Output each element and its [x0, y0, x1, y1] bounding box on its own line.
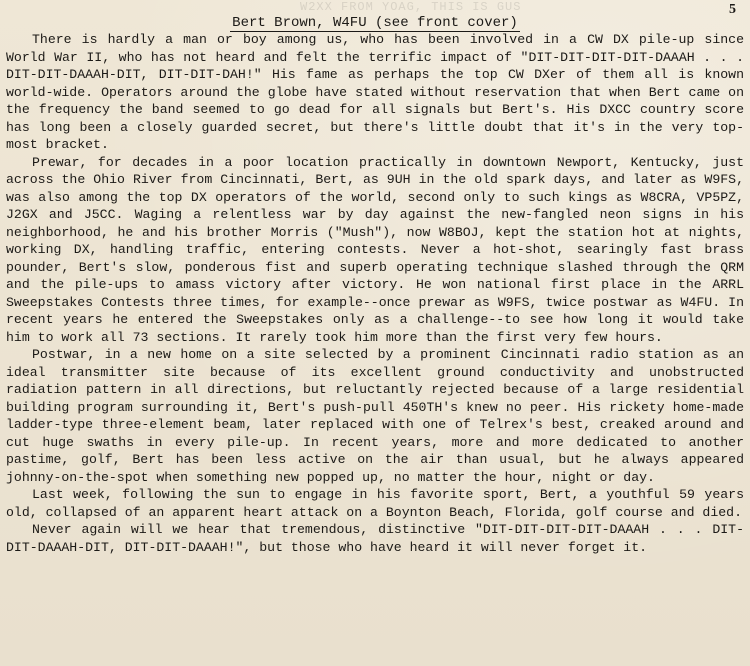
page-number: 5: [729, 2, 736, 17]
article-body: [6, 31, 744, 556]
paragraph-2: Prewar, for decades in a poor location practically in downtown Newport, Kentucky, just across the Ohio River from Cincinnati, Bert, as 9UH in the old spark days, and later as W9FS, was also among the top DX operators of the world, second only to such kings as W8CRA, VP5PZ, J2GX and J5CC. Waging a relentless war by day against the new-fangled neon signs in his neighborhood, he and his brother Morris ("Mush"), now W8BOJ, kept the station hot at nights, working DX, handling traffic, entering contests. Never a hot-shot, searingly fast brass pounder, Bert's slow, ponderous fist and superb operating technique slashed through the QRM and the pile-ups to amass victory after victory. He won national first place in the ARRL Sweepstakes Contests three times, for example--once prewar as W9FS, twice postwar as W4FU. In recent years he entered the Sweepstakes only as a challenge--to see how long it would take him to work all 73 sections. It rarely took him more than the first very few hours.: [6, 154, 744, 345]
paragraph-5: Never again will we hear that tremendous, distinctive "DIT-DIT-DIT-DIT-DAAAH . . . DIT-DIT-DAAAH-DIT, DIT-DIT-DAAAH!", but those who have heard it will never forget it.: [6, 522, 744, 555]
paragraph-3: Postwar, in a new home on a site selected by a prominent Cincinnati radio station as an ideal transmitter site because of its excellent ground conductivity and unobstructed radiation pattern in all directions, but reluctantly rejected because of a large residential building program surrounding it, Bert's push-pull 450TH's knew no peer. His rickety home-made ladder-type three-element beam, later replaced with one of Telrex's best, creaked around and cut huge swaths in every pile-up. In recent years, more and more dedicated to another pastime, golf, Bert has been less active on the air than usual, but he always appeared johnny-on-the-spot when something new popped up, no matter the hour, night or day.: [6, 347, 744, 485]
article-title: Bert Brown, W4FU (see front cover): [232, 15, 518, 31]
bleed-through-text: W2XX FROM YOAG, THIS IS GUS: [300, 0, 522, 14]
paragraph-4: Last week, following the sun to engage in his favorite sport, Bert, a youthful 59 years old, collapsed of an apparent heart attack on a Boynton Beach, Florida, golf course and died.: [6, 487, 744, 520]
paragraph-1: There is hardly a man or boy among us, who has been involved in a CW DX pile-up since World War II, who has not heard and felt the terrific impact of "DIT-DIT-DIT-DIT-DAAAH . . . DIT-DIT-DAAAH-DIT, DIT-DIT-DAH!" His fame as perhaps the top CW DXer of them all is known world-wide. Operators around the globe have stated without reservation that when Bert came on the frequency the band seemed to go dead for all signals but Bert's. His DXCC country score has long been a closely guarded secret, but there's little doubt that it's in the very top-most bracket.: [6, 32, 744, 152]
article-heading: [0, 14, 750, 32]
